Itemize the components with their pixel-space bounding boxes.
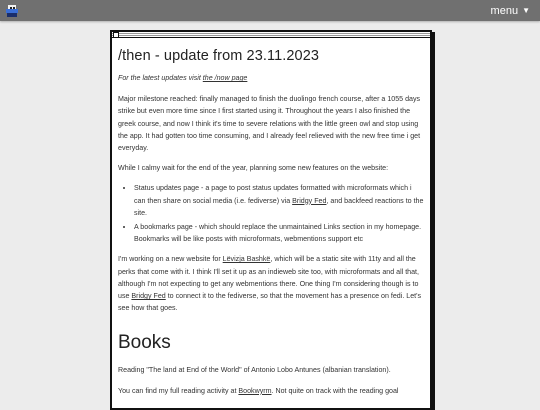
list-item-text: A bookmarks page - which should replace the unmaintained Links section in my homepage. Bookmarks will be like posts with microformats, webmentions support etc xyxy=(134,223,422,244)
window-close-box[interactable] xyxy=(113,32,119,38)
page-title: /then - update from 23.11.2023 xyxy=(118,48,320,64)
bridgy-fed-link[interactable]: Bridgy Fed xyxy=(131,292,166,301)
menu-button[interactable] xyxy=(491,5,530,17)
caret-down-icon: ▼ xyxy=(522,6,530,15)
post-content xyxy=(112,38,430,397)
features-list xyxy=(118,182,424,245)
bookwyrm-link[interactable]: Bookwyrm xyxy=(238,386,272,395)
bookwyrm-paragraph xyxy=(118,385,424,397)
plans-paragraph: While I calmy wait for the end of the year, planning some new features on the website: xyxy=(118,164,389,173)
list-item xyxy=(134,182,424,219)
list-item-text: , and backfeed reactions to the site. xyxy=(134,196,424,217)
bridgy-fed-link[interactable]: Bridgy Fed xyxy=(292,196,327,205)
books-heading: Books xyxy=(118,332,171,354)
lead-paragraph xyxy=(118,72,424,84)
website-paragraph xyxy=(118,253,424,314)
paragraph-text: I'm working on a new website for xyxy=(118,255,223,264)
list-item-text: Status updates page - a page to post status updates formatted with microformats which i can then share on social media (i.e. fediverse) via xyxy=(134,184,412,205)
post-window xyxy=(110,30,432,410)
menu-label: menu xyxy=(490,4,519,17)
duolingo-paragraph: Major milestone reached: finally managed to finish the duolingo french course, after a 1055 days strike but even more time since I first started using it. Throughout the years I also finished the greek course, and now I think it's time to severe relations with the little green owl and stop using the app. It had gotten too time consuming, and I already feel relieved with the new free time i get everyday. xyxy=(118,95,421,153)
paragraph-text: . Not quite on track with the reading goal xyxy=(271,386,399,395)
now-page-link[interactable]: the /now page xyxy=(202,74,248,82)
lead-text: For the latest updates visit xyxy=(118,74,203,82)
paragraph-text: You can find my full reading activity at xyxy=(118,386,239,395)
levizja-bashke-link[interactable]: Lëvizja Bashkë xyxy=(222,255,271,264)
top-navigation-bar xyxy=(0,0,540,21)
reading-paragraph: Reading "The land at End of the World" of Antonio Lobo Antunes (albanian translation). xyxy=(118,366,391,375)
pixel-logo-icon[interactable] xyxy=(4,4,20,18)
list-item xyxy=(134,221,424,245)
paragraph-text: , which will be a static site with 11ty and all the perks that come with it. I think I'll set it up as an indieweb site too, with microformats and all that, although I'm not expecting to get any webmentions there. One thing I'm considering though is to use xyxy=(118,255,420,301)
paragraph-text: to connect it to the fediverse, so that the movement has a presence on fedi. Let's see how that goes. xyxy=(118,292,422,313)
